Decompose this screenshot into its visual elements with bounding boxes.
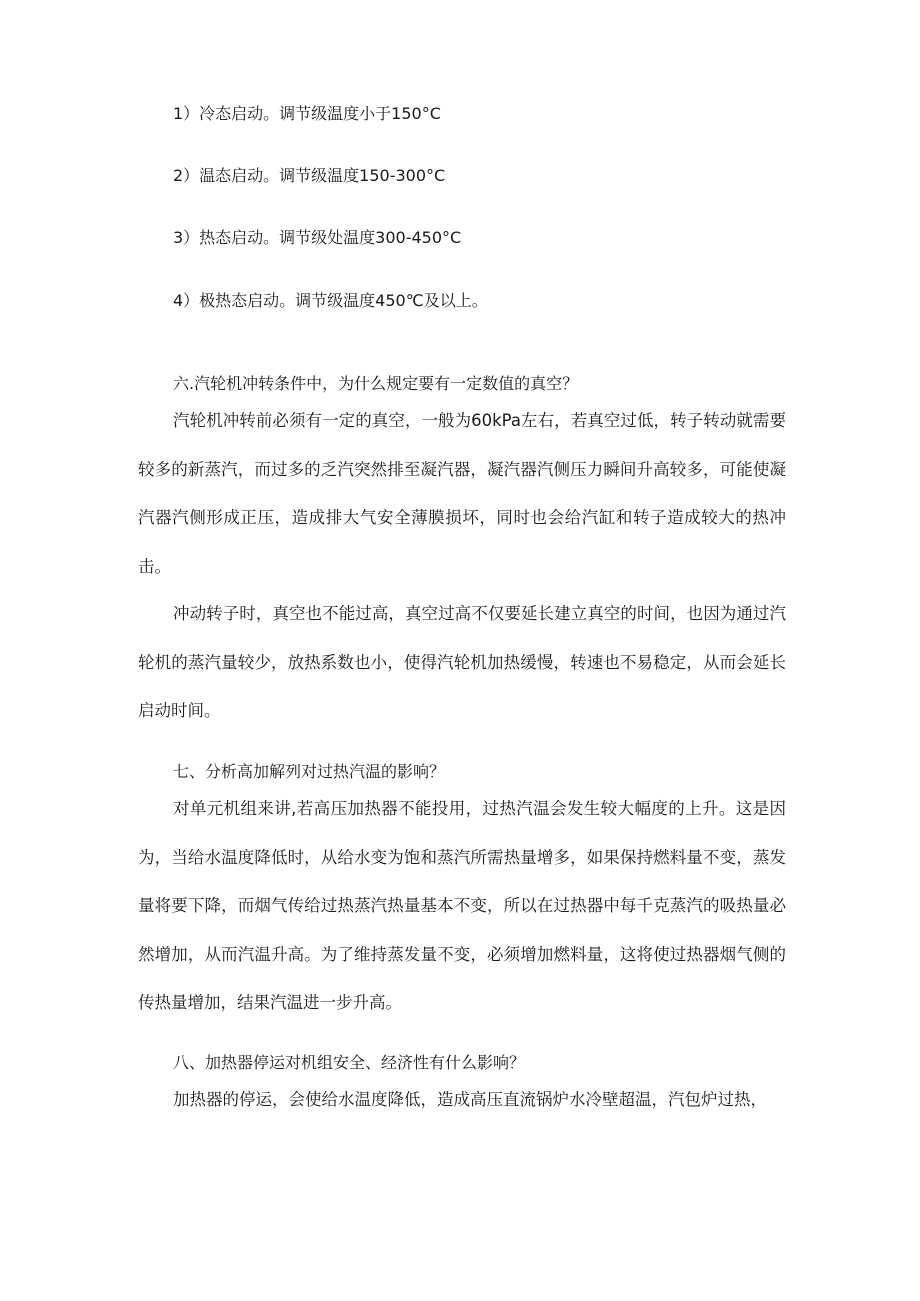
section-7-heading: 七、分析高加解列对过热汽温的影响？ <box>173 762 446 781</box>
section-7-paragraph-1: 对单元机组来讲,若高压加热器不能投用，过热汽温会发生较大幅度的上升。这是因为，当给水温度降低时，从给水变为饱和蒸汽所需热量增多，如果保持燃料量不变，蒸发量将要下降，而烟气传给过热蒸汽热量基本不变，所以在过热器中每千克蒸汽的吸热量必然增加，从而汽温升高。为了维持蒸发量不变，必须增加燃料量，这将使过热器烟气侧的传热量增加，结果汽温进一步升高。 <box>138 799 786 1012</box>
startup-mode-item-4: 4）极热态启动。调节级温度450℃及以上。 <box>173 291 488 310</box>
section-6-paragraph-2: 冲动转子时，真空也不能过高，真空过高不仅要延长建立真空的时间，也因为通过汽轮机的蒸汽量较少，放热系数也小，使得汽轮机加热缓慢，转速也不易稳定，从而会延长启动时间。 <box>138 604 786 720</box>
startup-mode-item-2: 2）温态启动。调节级温度150-300°C <box>173 166 446 185</box>
section-6-paragraph-1: 汽轮机冲转前必须有一定的真空，一般为60kPa左右，若真空过低，转子转动就需要较多的新蒸汽，而过多的乏汽突然排至凝汽器，凝汽器汽侧压力瞬间升高较多，可能使凝汽器汽侧形成正压，造成排大气安全薄膜损坏，同时也会给汽缸和转子造成较大的热冲击。 <box>138 411 786 576</box>
startup-mode-item-3: 3）热态启动。调节级处温度300-450°C <box>173 228 462 247</box>
section-8-paragraph-1: 加热器的停运，会使给水温度降低，造成高压直流锅炉水冷壁超温，汽包炉过热， <box>173 1090 767 1109</box>
startup-mode-item-1: 1）冷态启动。调节级温度小于150°C <box>173 104 441 123</box>
section-6-heading: 六.汽轮机冲转条件中，为什么规定要有一定数值的真空？ <box>173 374 579 393</box>
section-8-heading: 八、加热器停运对机组安全、经济性有什么影响？ <box>173 1053 526 1072</box>
